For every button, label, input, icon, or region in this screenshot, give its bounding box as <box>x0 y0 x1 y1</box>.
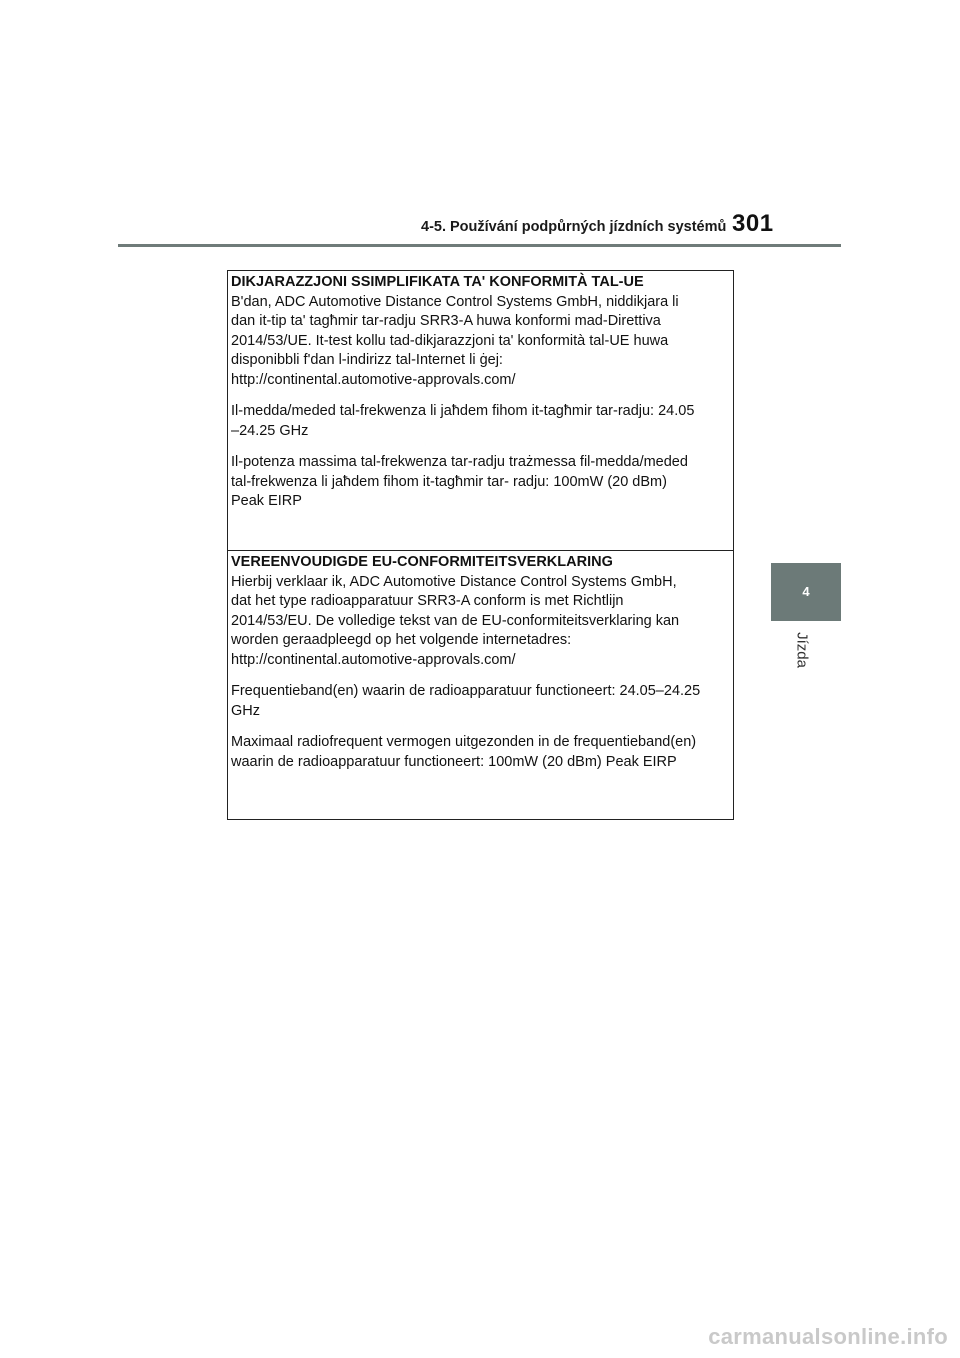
watermark: carmanualsonline.info <box>708 1324 948 1349</box>
declaration-paragraph: Hierbij verklaar ik, ADC Automotive Distance Control Systems GmbH, dat het type radioapparatuur SRR3-A conform is met Richtlijn 2014/53/EU. De volledige tekst van de EU-conformiteitsverklaring kan worden geraadpleegd op het volgende internetadres: http://continental.automotive-approvals.com/ <box>231 573 680 668</box>
declaration-maltese <box>228 271 733 550</box>
declaration-title: DIKJARAZZJONI SSIMPLIFIKATA TA' KONFORMITÀ TAL-UE <box>231 274 644 290</box>
header-divider <box>118 244 841 247</box>
chapter-title: Jízda <box>793 632 811 668</box>
declaration-paragraph: Frequentieband(en) waarin de radioapparatuur functioneert: 24.05–24.25 GHz <box>231 683 701 719</box>
declaration-dutch <box>228 550 733 818</box>
declaration-paragraph: Maximaal radiofrequent vermogen uitgezonden in de frequentieband(en) waarin de radioapparatuur functioneert: 100mW (20 dBm) Peak EIRP <box>231 734 697 770</box>
declaration-paragraph: Il-potenza massima tal-frekwenza tar-radju trażmessa fil-medda/meded tal-frekwenza li jaħdem fihom it-tagħmir tar- radju: 100mW (20 dBm) Peak EIRP <box>231 454 688 509</box>
chapter-title-vertical <box>777 632 827 672</box>
page-number: 301 <box>732 210 774 237</box>
section-title: 4-5. Používání podpůrných jízdních systémů <box>421 219 727 235</box>
declaration-paragraph: B'dan, ADC Automotive Distance Control Systems GmbH, niddikjara li dan it-tip ta' tagħmir tar-radju SRR3-A huwa konformi mad-Direttiva 2014/53/UE. It-test kollu tad-dikjarazzjoni ta' konformità tal-UE huwa disponibbli f'dan l-indirizz tal-Internet li ġej: http://continental.automotive-approvals.com/ <box>231 293 679 388</box>
declaration-box <box>227 270 734 820</box>
declaration-title: VEREENVOUDIGDE EU-CONFORMITEITSVERKLARING <box>231 554 613 570</box>
chapter-number: 4 <box>802 584 810 599</box>
declaration-paragraph: Il-medda/meded tal-frekwenza li jaħdem fihom it-tagħmir tar-radju: 24.05 –24.25 GHz <box>231 403 695 439</box>
chapter-tab <box>771 563 841 621</box>
